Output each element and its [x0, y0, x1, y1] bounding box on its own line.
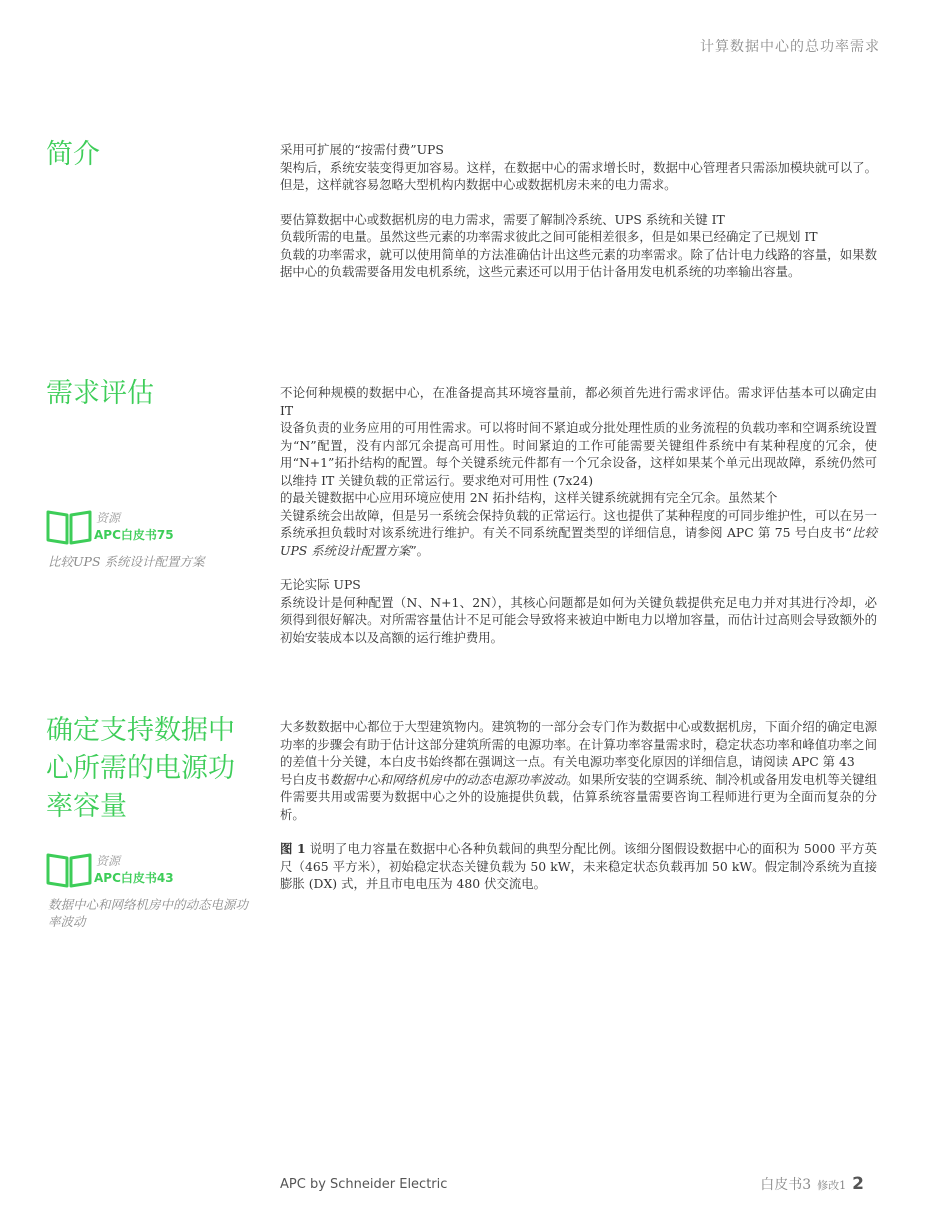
section-body-needs-assessment [280, 384, 877, 663]
resource-description: 比较UPS 系统设计配置方案 [48, 554, 205, 569]
paragraph [280, 718, 877, 823]
text-segment: 关键系统会出故障，但是另一系统会保持负载的正常运行。这也提供了某种程度的可同步维护性，可以在另一系统承担负载时对该系统进行维护。有关不同系统配置类型的详细信息，请参阅 APC 第 75 号白皮书“ [280, 507, 877, 540]
whitepaper-title-link[interactable]: 比较 UPS 系统设计配置方案 [280, 525, 878, 558]
text-line: 要估算数据中心或数据机房的电力需求，需要了解制冷系统、UPS 系统和关键 IT [280, 211, 725, 227]
text-line: 负载所需的电量。虽然这些元素的功率需求彼此之间可能相差很多，但是如果已经确定了已规划 IT [280, 229, 818, 244]
footer-whitepaper-number: 白皮书3 [760, 1177, 812, 1193]
footer-revision: 修改1 [817, 1179, 847, 1192]
resource-link[interactable]: APC白皮书75 [94, 528, 174, 542]
footer-brand: APC by Schneider Electric [280, 1177, 448, 1192]
section-body-power-capacity [280, 718, 877, 910]
text-line: 不论何种规模的数据中心，在准备提高其环境容量前，都必须首先进行需求评估。需求评估基本可以确定由 IT [280, 385, 877, 418]
text-line: 负载的功率需求，就可以使用简单的方法准确估计出这些元素的功率需求。除了估计电力线路的容量，如果数据中心的负载需要备用发电机系统，这些元素还可以用于估计备用发电机系统的功率输出容量。 [280, 246, 877, 279]
text-line: 采用可扩展的“按需付费”UPS [280, 142, 444, 157]
paragraph [280, 840, 877, 893]
text-line: 无论实际 UPS [280, 577, 361, 592]
section-body-intro [280, 141, 877, 298]
section-title-power-capacity: 确定支持数据中心所需的电源功率容量 [46, 715, 235, 822]
paragraph [280, 576, 877, 646]
resource-link[interactable]: APC白皮书43 [94, 871, 174, 885]
text-line: 架构后，系统安装变得更加容易。这样，在数据中心的需求增长时，数据中心管理者只需添加模块就可以了。但是，这样就容易忽略大型机构内数据中心或数据机房未来的电力需求。 [280, 159, 877, 192]
resource-description: 数据中心和网络机房中的动态电源功率波动 [48, 897, 249, 929]
resource-label: 资源 [96, 511, 121, 525]
text-segment: 。如果所安装的空调系统、制冷机或备用发电机等关键组件需要共用或需要为数据中心之外的设施提供负载，估算系统容量需要咨询工程师进行更为全面而复杂的分析。 [280, 771, 878, 822]
paragraph [280, 141, 877, 194]
figure-reference[interactable]: 图 1 [280, 841, 306, 856]
text-segment: 说明了电力容量在数据中心各种负载间的典型分配比例。该细分图假设数据中心的面积为 5000 平方英尺（465 平方米），初始稳定状态关键负载为 50 kW，未来稳定状态负载再加 50 kW。假定制冷系统为直接膨胀 (DX) 式，并且市电电压为 480 伏交流电。 [280, 841, 877, 891]
open-book-icon [46, 852, 92, 888]
paragraph [280, 384, 877, 559]
text-line: 的最关键数据中心应用环境应使用 2N 拓扑结构，这样关键系统就拥有完全冗余。虽然某个 [280, 490, 778, 505]
page-number: 2 [852, 1174, 864, 1194]
open-book-icon [46, 509, 92, 545]
header-title: 计算数据中心的总功率需求 [700, 39, 880, 55]
resource-label: 资源 [96, 854, 121, 868]
paragraph [280, 211, 877, 281]
footer-page-info [760, 1174, 864, 1194]
text-line: 大多数数据中心都位于大型建筑物内。建筑物的一部分会专门作为数据中心或数据机房，下面介绍的确定电源功率的步骤会有助于估计这部分建筑所需的电源功率。在计算功率容量需求时，稳定状态功率和峰值功率之间的差值十分关键，本白皮书始终都在强调这一点。有关电源功率变化原因的详细信息，请阅读 APC 第 43 [280, 719, 877, 769]
text-segment: 号白皮书 [280, 771, 330, 787]
section-title-intro: 简介 [46, 139, 100, 170]
text-line: 系统设计是何种配置（N、N+1、2N），其核心问题都是如何为关键负载提供充足电力并对其进行冷却，必须得到很好解决。对所需容量估计不足可能会导致将来被迫中断电力以增加容量，而估计过高则会导致额外的初始安装成本以及高额的运行维护费用。 [280, 594, 877, 645]
text-line: 设备负责的业务应用的可用性需求。可以将时间不紧迫或分批处理性质的业务流程的负载功率和空调系统设置为“N”配置，没有内部冗余提高可用性。时间紧迫的工作可能需要关键组件系统中有某种程度的冗余，使用“N+1”拓扑结构的配置。每个关键系统元件都有一个冗余设备，这样如果某个单元出现故障，系统仍然可以维持 IT 关键负载的正常运行。要求绝对可用性 (7x24) [280, 420, 877, 488]
section-title-needs-assessment: 需求评估 [46, 378, 154, 409]
whitepaper-title-link[interactable]: 数据中心和网络机房中的动态电源功率波动 [329, 771, 567, 787]
text-segment: ”。 [410, 542, 430, 558]
